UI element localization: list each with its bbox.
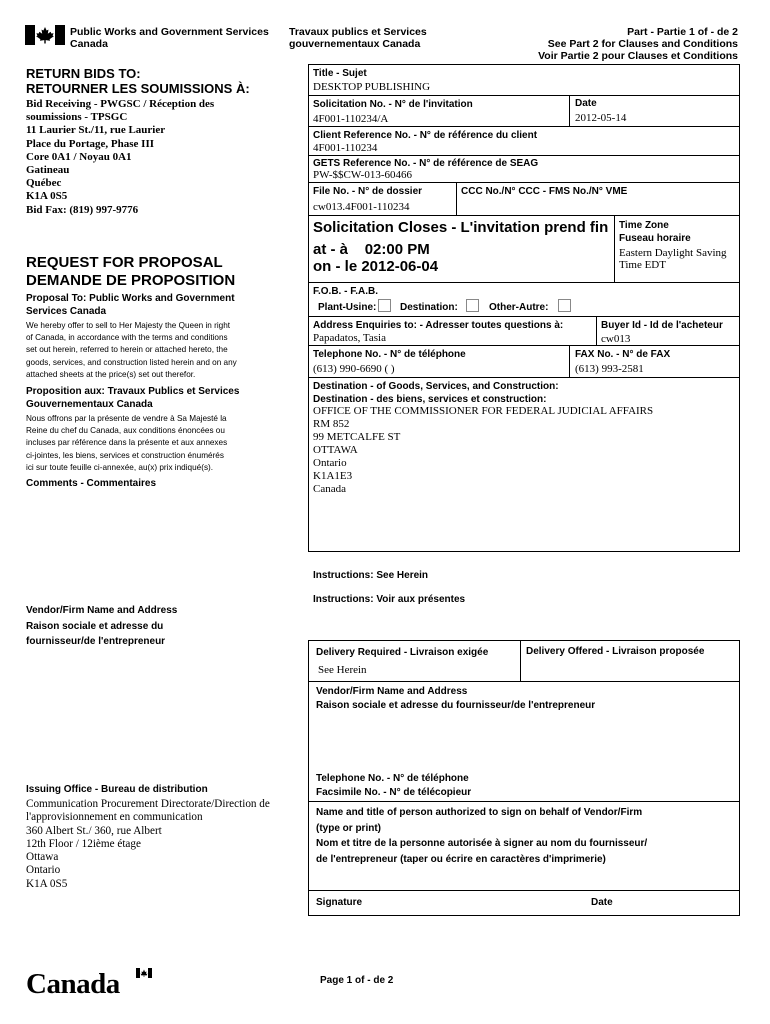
delivery-required-label: Delivery Required - Livraison exigée (316, 647, 489, 658)
divider (308, 890, 740, 891)
return-bids-title (26, 66, 250, 96)
issuing-office-label: Issuing Office - Bureau de distribution (26, 784, 208, 795)
destination-label: Destination - of Goods, Services, and Construction: Destination - des biens, services et construction: (313, 381, 559, 405)
page-number: Page 1 of - de 2 (320, 975, 394, 986)
instructions-en: Instructions: See Herein (313, 570, 429, 581)
solicitation-label: Solicitation No. - N° de l'invitation (313, 99, 473, 110)
telephone-value[interactable]: (613) 990-6690 ( ) (313, 363, 395, 375)
authorized-person-label: Name and title of person authorized to sign on behalf of Vendor/Firm (type or print) Nom et titre de la personne autorisée à signer au nom du fournisseur/ de l'entrepreneur (taper ou écrire en caractères d'imprimerie) (316, 807, 648, 865)
department-name-fr (289, 26, 427, 50)
fax-label: FAX No. - N° de FAX (575, 349, 671, 360)
offer-text-fr: Nous offrons par la présente de vendre à Sa Majesté la Reine du chef du Canada, aux conditions énoncées ou incluses par référence dans la présente et aux annexes ci-jointes, les biens, services et construction énumérés ici sur toute feuille ci-annexée, au(x) prix indiqué(s). (26, 414, 228, 472)
title-value[interactable]: DESKTOP PUBLISHING (313, 81, 431, 93)
gets-reference-label: GETS Reference No. - N° de référence de SEAG (313, 158, 539, 169)
signature-label: Signature (316, 897, 363, 908)
divider (308, 126, 740, 127)
divider (308, 345, 740, 346)
file-number-value[interactable]: cw013.4F001-110234 (313, 201, 410, 213)
telephone-label: Telephone No. - N° de téléphone (313, 349, 466, 360)
department-name-en-line1: Public Works and Government Services (70, 26, 269, 38)
address-enquiries-label: Address Enquiries to: - Adresser toutes questions à: (313, 320, 564, 331)
rfp-title-fr: DEMANDE DE PROPOSITION (26, 272, 236, 289)
fob-destination-checkbox[interactable] (466, 299, 479, 312)
closes-time-value[interactable]: 02:00 PM (364, 241, 430, 258)
vendor-firm-label: Vendor/Firm Name and Address Raison sociale et adresse du fournisseur/de l'entrepreneur (316, 686, 596, 711)
file-number-label: File No. - N° de dossier (313, 186, 423, 197)
department-name-fr-line1: Travaux publics et Services (289, 26, 427, 38)
signature-field[interactable] (370, 892, 580, 914)
part2-note-fr: Voir Partie 2 pour Clauses et Conditions (538, 50, 738, 62)
offer-text-en: We hereby offer to sell to Her Majesty the Queen in right of Canada, in accordance with the terms and conditions set out herein, referred to herein or attached hereto, the goods, services, and construction listed herein and on any attached sheets at the price(s) set out therefor. (26, 321, 237, 379)
closes-at-label: at - à (313, 241, 349, 258)
divider (308, 316, 740, 317)
department-name-en-line2: Canada (70, 38, 108, 50)
divider (308, 155, 740, 156)
vendor-firm-field[interactable] (313, 715, 733, 767)
divider (569, 95, 570, 126)
authorized-person-field[interactable] (313, 866, 733, 890)
wordmark-flag-icon (136, 968, 152, 978)
buyer-id-label: Buyer Id - Id de l'acheteur (601, 320, 723, 331)
divider (308, 801, 740, 802)
divider (569, 345, 570, 377)
signature-date-field[interactable] (620, 892, 735, 914)
bid-receiving-address: Bid Receiving - PWGSC / Réception des soumissions - TPSGC 11 Laurier St./11, rue Laurier Place du Portage, Phase III Core 0A1 / Noyau 0A1 Gatineau Québec K1A 0S5 Bid Fax: (819) 997-9776 (26, 98, 215, 216)
canada-wordmark-logo (26, 966, 136, 1006)
vendor-phone-fax-label: Telephone No. - N° de téléphone Facsimile No. - N° de télécopieur (316, 773, 472, 798)
fob-other-label: Other-Autre: (489, 302, 549, 313)
proposal-to-en: Proposal To: Public Works and Government Services Canada (26, 293, 235, 317)
divider (308, 377, 740, 378)
fob-plant-checkbox[interactable] (378, 299, 391, 312)
closes-date-value[interactable]: 2012-06-04 (361, 258, 439, 275)
divider (308, 182, 740, 183)
client-reference-label: Client Reference No. - N° de référence du client (313, 130, 538, 141)
date-value[interactable]: 2012-05-14 (575, 112, 627, 124)
part-info (538, 26, 738, 62)
closes-on-row (313, 258, 438, 275)
solicitation-closes-title: Solicitation Closes - L'invitation prend fin (313, 219, 609, 236)
divider (596, 316, 597, 345)
divider (308, 681, 740, 682)
closes-at-row (313, 241, 430, 258)
issuing-office-address: Communication Procurement Directorate/Direction de l'approvisionnement en communication 360 Albert St./ 360, rue Albert 12th Floor / 12ième étage Ottawa Ontario K1A 0S5 (26, 798, 270, 890)
department-name-en (70, 26, 269, 50)
title-label: Title - Sujet (313, 68, 367, 79)
rfp-title (26, 254, 235, 290)
buyer-id-value[interactable]: cw013 (601, 333, 631, 345)
part2-note-en: See Part 2 for Clauses and Conditions (547, 38, 738, 50)
divider (614, 215, 615, 282)
instructions-fr: Instructions: Voir aux présentes (313, 594, 466, 605)
ccc-number-label: CCC No./N° CCC - FMS No./N° VME (461, 186, 628, 197)
canada-wordmark-text: Canada (26, 968, 120, 1000)
vendor-firm-label-left: Vendor/Firm Name and Address Raison sociale et adresse du fournisseur/de l'entrepreneur (26, 605, 178, 647)
part-number: Part - Partie 1 of - de 2 (627, 26, 738, 38)
rfp-title-en: REQUEST FOR PROPOSAL (26, 254, 223, 271)
divider (308, 282, 740, 283)
divider (308, 215, 740, 216)
proposal-to-fr: Proposition aux: Travaux Publics et Services Gouvernementaux Canada (26, 386, 240, 410)
return-bids-title-en: RETURN BIDS TO: (26, 66, 141, 81)
fob-other-checkbox[interactable] (558, 299, 571, 312)
delivery-required-value[interactable]: See Herein (318, 664, 367, 676)
closes-on-label: on - le (313, 258, 358, 275)
fob-plant-label: Plant-Usine: (318, 302, 377, 313)
canada-flag-icon (25, 25, 65, 45)
client-reference-value[interactable]: 4F001-110234 (313, 142, 378, 154)
time-zone-label: Time Zone Fuseau horaire (619, 220, 691, 244)
delivery-offered-label: Delivery Offered - Livraison proposée (526, 646, 705, 657)
comments-label: Comments - Commentaires (26, 478, 157, 489)
fob-destination-label: Destination: (400, 302, 458, 313)
date-label: Date (575, 98, 597, 109)
divider (308, 95, 740, 96)
department-name-fr-line2: gouvernementaux Canada (289, 38, 421, 50)
time-zone-value[interactable]: Eastern Daylight Saving Time EDT (619, 247, 727, 271)
signature-date-label: Date (591, 897, 613, 908)
return-bids-title-fr: RETOURNER LES SOUMISSIONS À: (26, 81, 250, 96)
fax-value[interactable]: (613) 993-2581 (575, 363, 644, 375)
solicitation-value[interactable]: 4F001-110234/A (313, 113, 389, 125)
fob-label: F.O.B. - F.A.B. (313, 286, 378, 297)
delivery-offered-field[interactable] (521, 658, 739, 681)
destination-value[interactable]: OFFICE OF THE COMMISSIONER FOR FEDERAL JUDICIAL AFFAIRS RM 852 99 METCALFE ST OTTAWA Ontario K1A1E3 Canada (313, 405, 654, 495)
divider (456, 182, 457, 215)
address-enquiries-value[interactable]: Papadatos, Tasia (313, 332, 386, 344)
gets-reference-value[interactable]: PW-$$CW-013-60466 (313, 169, 412, 181)
